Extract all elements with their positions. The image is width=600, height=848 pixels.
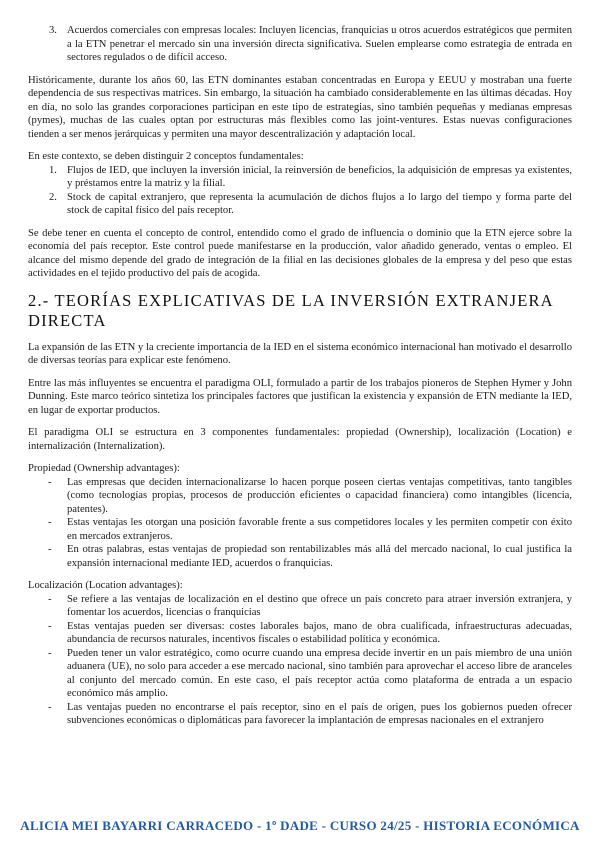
list-item: [28, 647, 572, 701]
dash-bullet: -: [48, 593, 52, 605]
dash-bullet: -: [48, 476, 52, 488]
list-item: [28, 164, 572, 191]
page-footer: ALICIA MEI BAYARRI CARRACEDO - 1º DADE - CURSO 24/25 - HISTORIA ECONÓMICA: [20, 818, 580, 833]
list-text: Pueden tener un valor estratégico, como ocurre cuando una empresa decide invertir en un país miembro de una unión aduanera (UE), no solo para acceder a ese mercado nacional, sino también para aprovechar el acceso libre de aranceles al conjunto del mercado común. En este caso, el país receptor actúa como plataforma de entrada a un espacio económico más amplio.: [67, 647, 572, 699]
section-heading: 2.- TEORÍAS EXPLICATIVAS DE LA INVERSIÓN EXTRANJERA DIRECTA: [28, 290, 553, 330]
numbered-list-concepts: [28, 164, 572, 218]
list-number: 3.: [49, 25, 57, 36]
dash-bullet: -: [48, 647, 52, 659]
list-text: Stock de capital extranjero, que representa la acumulación de dichos flujos a lo largo del tiempo y forma parte del stock de capital físico del país receptor.: [67, 191, 572, 216]
paragraph-oli: Entre las más influyentes se encuentra el paradigma OLI, formulado a partir de los trabajos pioneros de Stephen Hymer y John Dunning. Este marco teórico sintetiza los principales factores que justifican la existencia y expansión de ETN mediante la IED, en lugar de exportar productos.: [28, 377, 572, 416]
ownership-title: Propiedad (Ownership advantages):: [28, 463, 180, 474]
list-item: [28, 476, 572, 517]
list-item: [28, 516, 572, 543]
paragraph-expansion: La expansión de las ETN y la creciente importancia de la IED en el sistema económico internacional han motivado el desarrollo de diversas teorías para explicar este fenómeno.: [28, 341, 572, 366]
list-item: [28, 593, 572, 620]
list-text: Las empresas que deciden internacionalizarse lo hacen porque poseen ciertas ventajas competitivas, tanto tangibles (como tecnologías propias, procesos de producción eficientes o capacidad financiera) como intangibles (licencia, patentes).: [67, 476, 572, 515]
ownership-list: [28, 476, 572, 571]
list-item: [28, 701, 572, 728]
list-text: Acuerdos comerciales con empresas locales: Incluyen licencias, franquicias u otros acuerdos estratégicos que permiten a la ETN penetrar el mercado sin una inversión directa significativa. Suelen emplearse como estrategia de entrada en sectores regulados o de difícil acceso.: [67, 25, 572, 63]
dash-bullet: -: [48, 544, 52, 555]
list-text: Flujos de IED, que incluyen la inversión inicial, la reinversión de beneficios, la adquisición de empresas ya existentes, y préstamos entre la matriz y la filial.: [67, 164, 572, 189]
location-title: Localización (Location advantages):: [28, 580, 183, 591]
list-text: Estas ventajas pueden ser diversas: costes laborales bajos, mano de obra cualificada, infraestructuras adecuadas, abundancia de recursos naturales, incentivos fiscales o estabilidad política y económica.: [67, 620, 572, 645]
list-item: [28, 191, 572, 218]
list-text: Se refiere a las ventajas de localización en el destino que ofrece un país concreto para atraer inversión extranjera, y fomentar los acuerdos, licencias o franquicias: [67, 593, 572, 618]
page-content: [28, 24, 572, 737]
list-item: [28, 620, 572, 647]
list-number: 1.: [49, 164, 57, 176]
list-item: [28, 543, 572, 570]
paragraph-components: El paradigma OLI se estructura en 3 componentes fundamentales: propiedad (Ownership), localización (Location) e internalización (Internalization).: [28, 427, 572, 452]
numbered-list-intro: [28, 24, 572, 65]
paragraph-historic: Históricamente, durante los años 60, las ETN dominantes estaban concentradas en Europa y EEUU y mostraban una fuerte dependencia de sus respectivas matrices. Sin embargo, la situación ha cambiado considerablemente en las últimas décadas. Hoy en día, no solo las grandes corporaciones participan en este tipo de estrategias, sino también pequeñas y medianas empresas (pymes), muchas de las cuales optan por estructuras más flexibles como las joint-ventures. Estas nuevas configuraciones tienden a ser menos jerárquicas y permiten una mayor descentralización y adaptación local.: [28, 74, 572, 140]
paragraph-control: Se debe tener en cuenta el concepto de control, entendido como el grado de influencia o dominio que la ETN ejerce sobre la economía del país receptor. Este control puede manifestarse en la producción, valor añadido generado, ventas o empleo. El alcance del mismo depende del grado de integración de la filial en las decisiones globales de la empresa y del peso que estas actividades en el tejido productivo del país de acogida.: [28, 227, 572, 279]
dash-bullet: -: [48, 701, 52, 713]
dash-bullet: -: [48, 620, 52, 632]
list-number: 2.: [49, 191, 57, 203]
location-list: [28, 593, 572, 728]
list-text: En otras palabras, estas ventajas de propiedad son rentabilizables más allá del mercado nacional, lo cual justifica la expansión internacional mediante IED, acuerdos o franquicias.: [67, 544, 572, 569]
dash-bullet: -: [48, 517, 52, 528]
paragraph-context: En este contexto, se deben distinguir 2 conceptos fundamentales:: [28, 151, 304, 162]
list-text: Las ventajas pueden no encontrarse el país receptor, sino en el país de origen, pues los gobiernos pueden ofrecer subvenciones económicas o diplomáticas para favorecer la implantación de empresas nacionales en el extranjero: [67, 701, 572, 726]
list-text: Estas ventajas les otorgan una posición favorable frente a sus competidores locales y les permiten competir con éxito en mercados extranjeros.: [67, 517, 572, 542]
list-item: [28, 24, 572, 65]
